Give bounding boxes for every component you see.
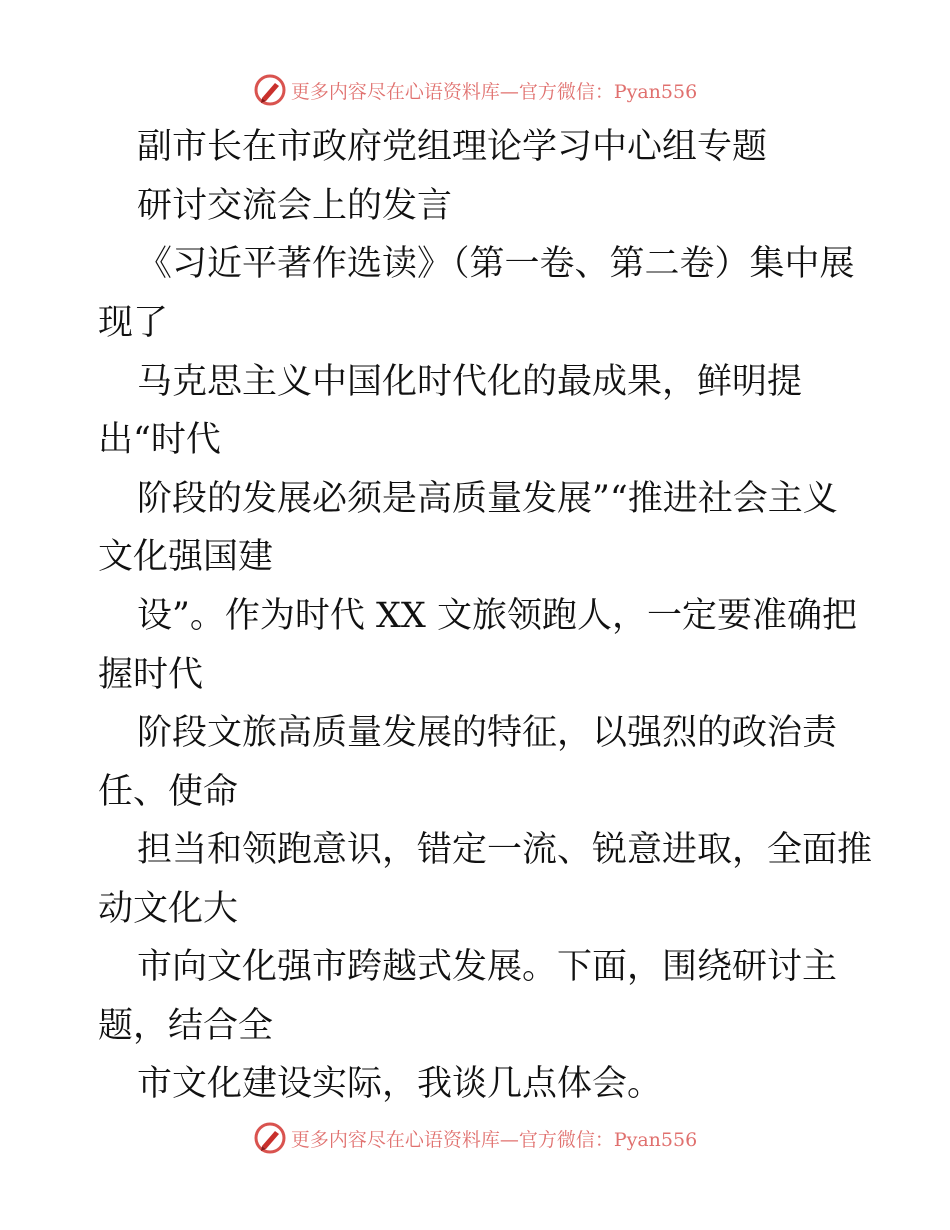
footer-watermark [0, 1118, 950, 1158]
text-line: 动文化大 [98, 889, 239, 929]
text-line: 握时代 [98, 655, 204, 695]
text-line: 研讨交流会上的发言 [137, 186, 453, 226]
text-line: 阶段文旅高质量发展的特征，以强烈的政治责 [137, 713, 838, 753]
text-line: 阶段的发展必须是高质量发展”“推进社会主义 [137, 479, 838, 519]
text-line: 《习近平著作选读》（第一卷、第二卷）集中展 [137, 244, 855, 284]
pen-logo-icon [253, 1121, 287, 1155]
text-line: 副市长在市政府党组理论学习中心组专题 [137, 127, 768, 167]
text-line: 出“时代 [98, 420, 221, 460]
watermark-text: 更多内容尽在心语资料库—官方微信：Pyan556 [290, 1128, 698, 1151]
text-line: 市文化建设实际，我谈几点体会。 [137, 1064, 663, 1104]
text-line: 题，结合全 [98, 1006, 274, 1046]
text-line: 现了 [98, 303, 169, 343]
text-line: 马克思主义中国化时代化的最成果，鲜明提 [137, 362, 803, 402]
text-line: 担当和领跑意识，错定一流、锐意进取，全面推 [137, 830, 873, 870]
text-line: 任、使命 [98, 772, 239, 812]
watermark-text: 更多内容尽在心语资料库—官方微信：Pyan556 [290, 80, 698, 103]
text-line: 市向文化强市跨越式发展。下面，围绕研讨主 [137, 947, 838, 987]
text-line: 文化强国建 [98, 537, 274, 577]
text-line: 设”。作为时代 XX 文旅领跑人，一定要准确把 [137, 596, 857, 636]
